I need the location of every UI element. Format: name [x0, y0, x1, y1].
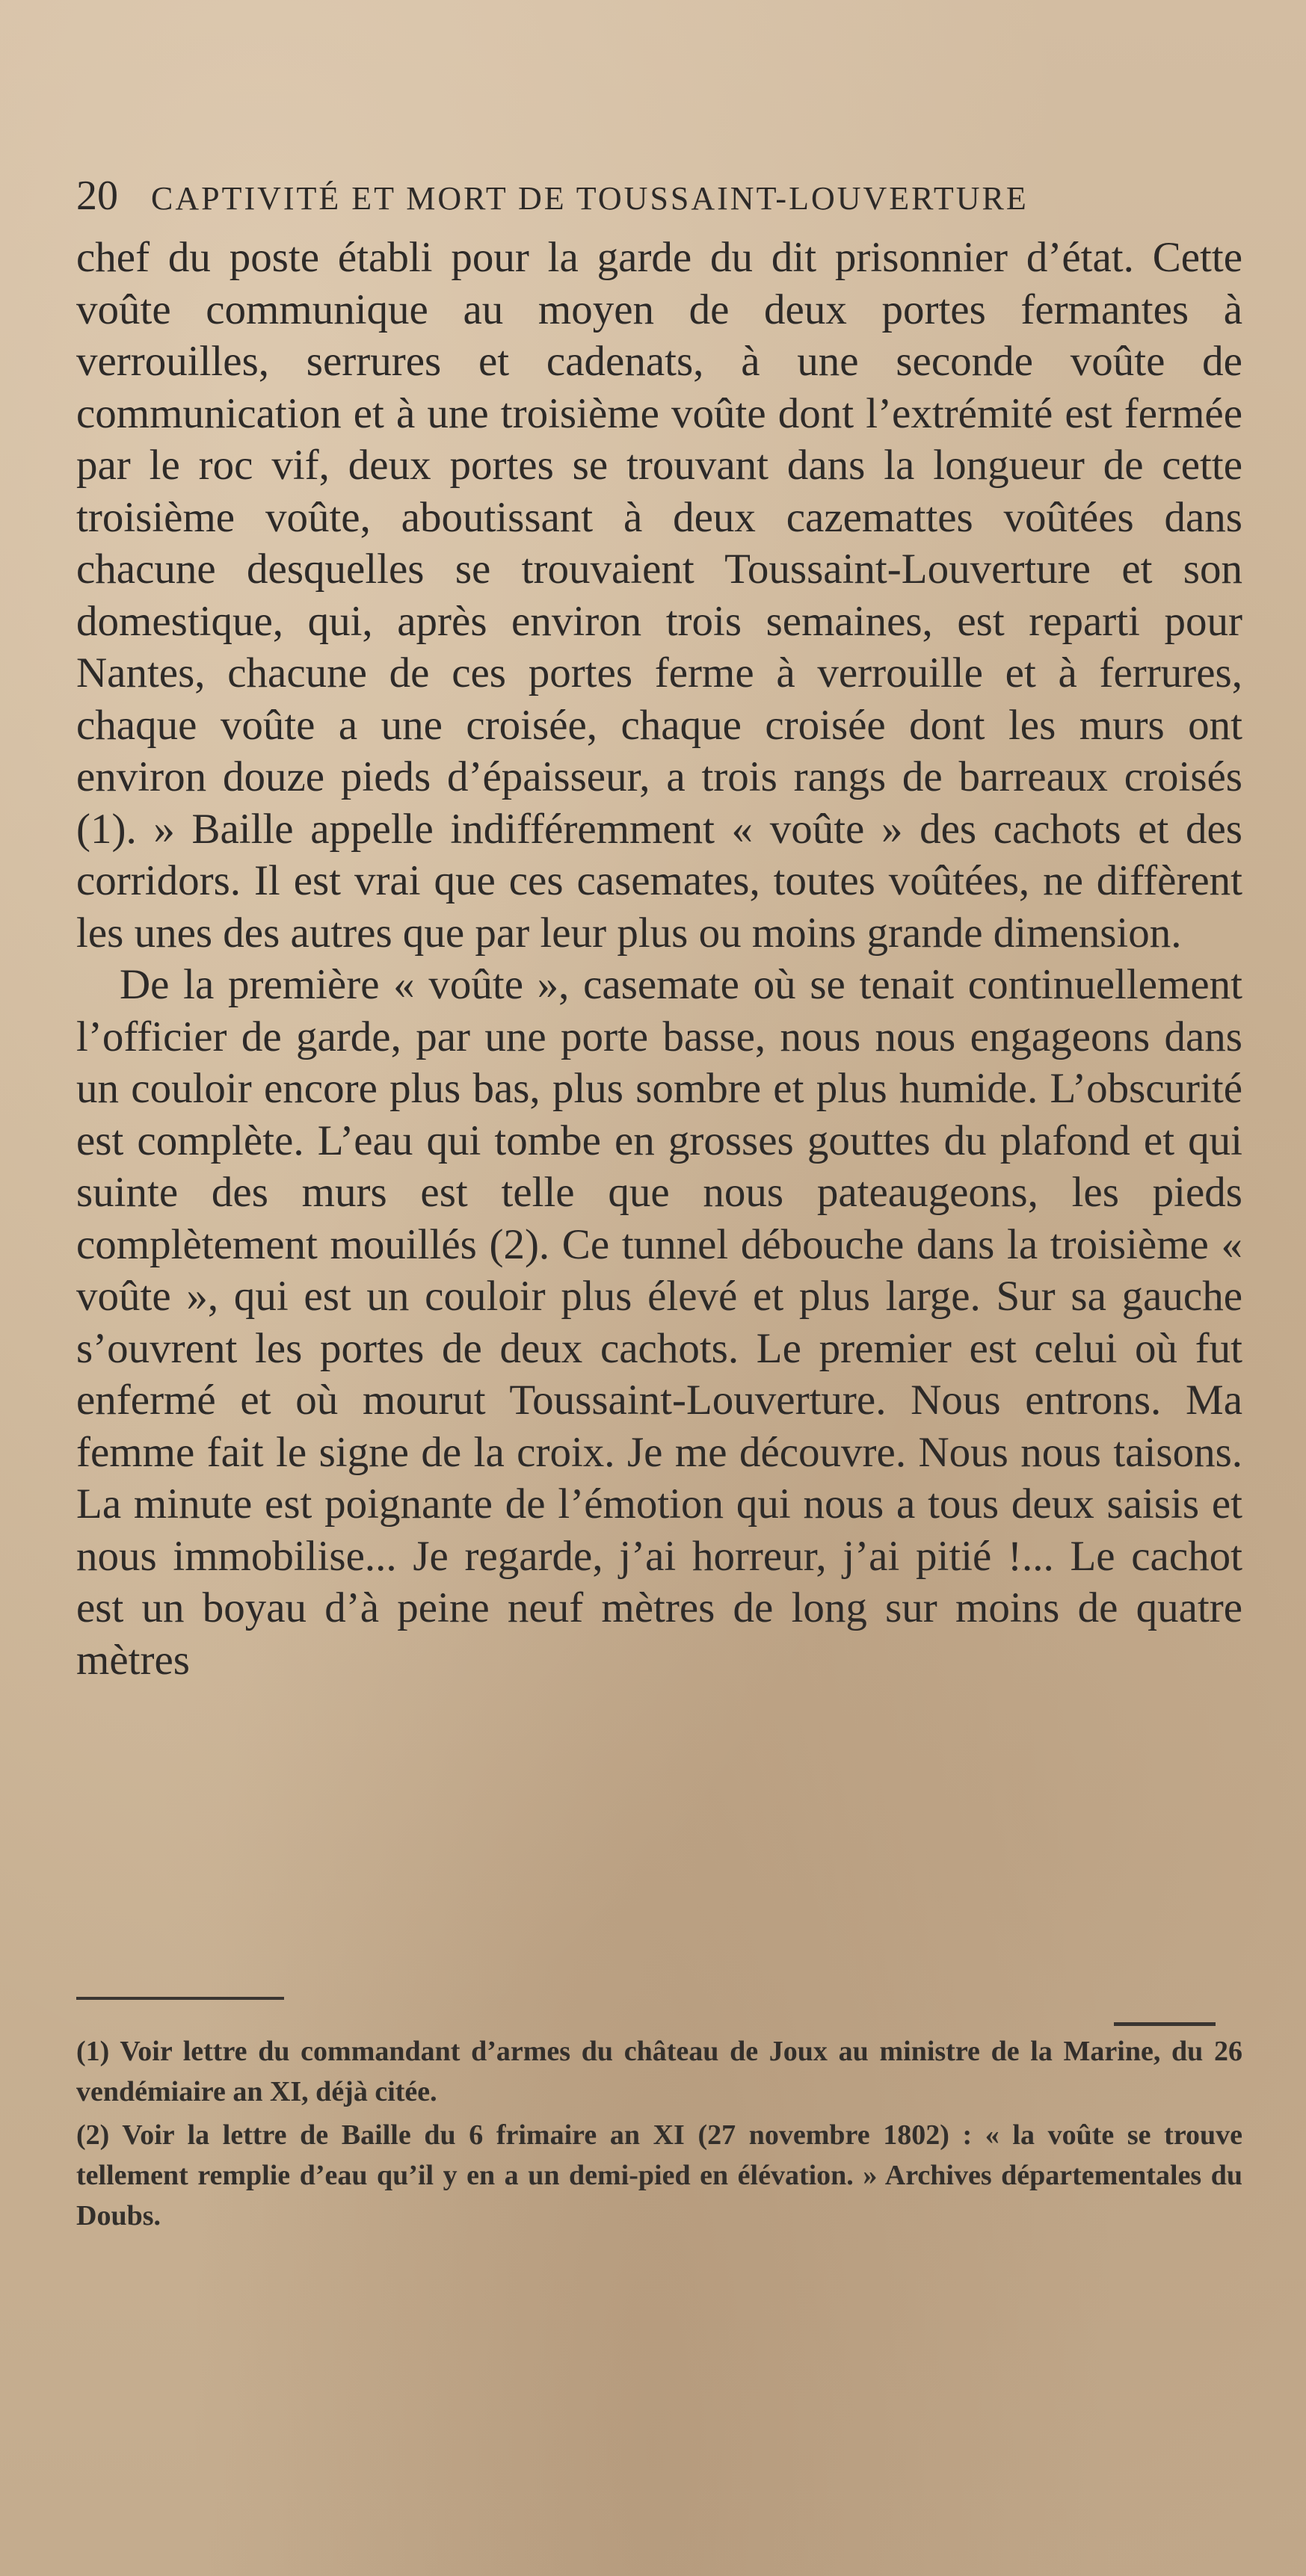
footnote-separator [76, 1997, 284, 2000]
running-title: CAPTIVITÉ ET MORT DE TOUSSAINT-LOUVERTURE [151, 180, 1029, 217]
page-number: 20 [76, 173, 118, 219]
footnote-separator-short [1114, 2022, 1216, 2026]
paragraph: De la première « voûte », casemate où se tenait continuellement l’officier de garde, par une porte basse, nous nous engageons dans un couloir encore plus bas, plus sombre et plus humide. L’obscurité est complète. L’eau qui tombe en grosses gouttes du plafond et qui suinte des murs est telle que nous pateaugeons, les pieds complètement mouillés (2). Ce tunnel débouche dans la troisième « voûte », qui est un couloir plus élevé et plus large. Sur sa gauche s’ouvrent les portes de deux cachots. Le premier est celui où fut enfermé et où mourut Toussaint-Louverture. Nous entrons. Ma femme fait le signe de la croix. Je me découvre. Nous nous taisons. La minute est poignante de l’émotion qui nous a tous deux saisis et nous immobilise... Je regarde, j’ai horreur, j’ai pitié !... Le cachot est un boyau d’à peine neuf mètres de long sur moins de quatre mètres [76, 961, 1242, 1684]
footnotes [76, 2031, 1242, 2236]
page-content [76, 172, 1242, 1686]
body-text [76, 232, 1242, 1686]
page-header [76, 172, 1242, 232]
footnote-1: (1) Voir lettre du commandant d’armes du château de Joux au ministre de la Marine, du 26 vendémiaire an XI, déjà citée. [76, 2036, 1242, 2107]
paragraph: chef du poste établi pour la garde du dit prisonnier d’état. Cette voûte communique au moyen de deux portes fermantes à verrouilles, serrures et cadenats, à une seconde voûte de communication et à une troisième voûte dont l’extrémité est fermée par le roc vif, deux portes se trouvant dans la longueur de cette troisième voûte, aboutissant à deux cazemattes voûtées dans chacune desquelles se trouvaient Toussaint-Louverture et son domestique, qui, après environ trois semaines, est reparti pour Nantes, chacune de ces portes ferme à verrouille et à ferrures, chaque voûte a une croisée, chaque croisée dont les murs ont environ douze pieds d’épaisseur, a trois rangs de barreaux croisés (1). » Baille appelle indifféremment « voûte » des cachots et des corridors. Il est vrai que ces casemates, toutes voûtées, ne diffèrent les unes des autres que par leur plus ou moins grande dimension. [76, 234, 1242, 957]
footnote-2: (2) Voir la lettre de Baille du 6 frimaire an XI (27 novembre 1802) : « la voûte se trouve tellement remplie d’eau qu’il y en a un demi-pied en élévation. » Archives départementales du Doubs. [76, 2119, 1242, 2231]
